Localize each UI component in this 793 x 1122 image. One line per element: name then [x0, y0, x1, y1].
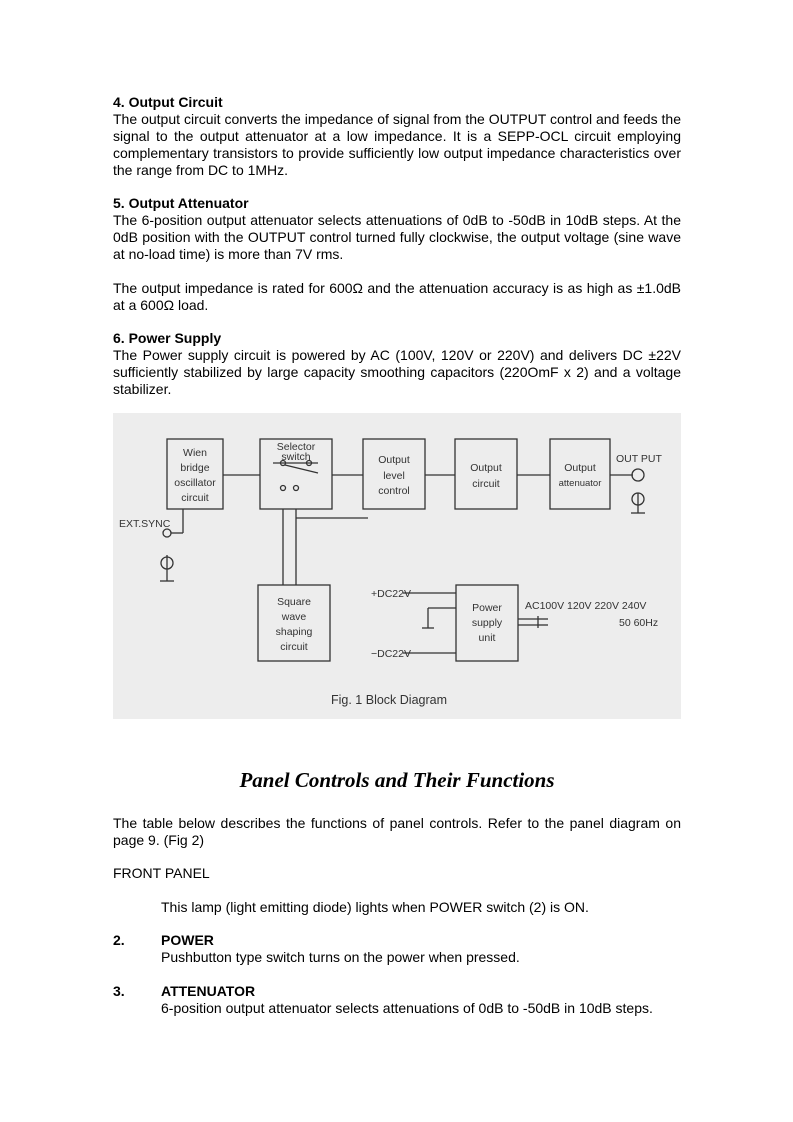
power-label-3: unit	[478, 632, 496, 644]
wien-label-3: oscillator	[174, 477, 216, 489]
section-body: The 6-position output attenuator selects attenuations of 0dB to -50dB in 10dB steps. At the 0dB position with the OUTPUT control turned fully clockwise, the output voltage (sine wave at no-load time) is more than 7V rms.	[113, 212, 681, 262]
power-label-1: Power	[472, 602, 502, 614]
square-label-1: Square	[277, 596, 311, 608]
level-label-3: control	[378, 485, 410, 497]
item-title: ATTENUATOR	[161, 983, 256, 999]
item-description: 6-position output attenuator selects attenuations of 0dB to -50dB in 10dB steps.	[161, 1000, 653, 1016]
atten-block	[550, 439, 610, 509]
section-heading: 4. Output Circuit	[113, 94, 223, 110]
dc-positive-label: +DC22V	[371, 588, 411, 600]
wien-label-1: Wien	[183, 447, 207, 459]
section-body: The output circuit converts the impedance of signal from the OUTPUT control and feeds the signal to the output attenuator at a low impedance. It is a SEPP-OCL circuit employing complementary transistors to provide sufficiently low output impedance characteristics over the range from DC to 1MHz.	[113, 111, 681, 178]
section-output-attenuator	[113, 195, 681, 263]
item-number: 3.	[113, 983, 125, 999]
outcirc-label-1: Output	[470, 462, 502, 474]
selector-label-1: Selector	[276, 441, 316, 453]
lamp-description: This lamp (light emitting diode) lights when POWER switch (2) is ON.	[161, 899, 589, 915]
item-attenuator	[161, 983, 701, 1017]
selector-label-2: switch	[281, 451, 311, 463]
ac-voltage-label: AC100V 120V 220V 240V	[525, 600, 647, 612]
item-title: POWER	[161, 932, 214, 948]
section-body: The Power supply circuit is powered by AC (100V, 120V or 220V) and delivers DC ±22V sufficiently stabilized by large capacity smoothing capacitors (220OmF x 2) and a voltage stabilizer.	[113, 347, 681, 397]
panel-intro: The table below describes the functions of panel controls. Refer to the panel diagram on page 9. (Fig 2)	[113, 815, 681, 848]
block-diagram-figure	[113, 413, 681, 719]
atten-label-2: attenuator	[558, 478, 602, 489]
section-heading: 5. Output Attenuator	[113, 195, 249, 211]
dc-negative-label: −DC22V	[371, 648, 411, 660]
atten-label-1: Output	[564, 462, 596, 474]
level-label-2: level	[383, 470, 405, 482]
ac-frequency-label: 50 60Hz	[619, 617, 659, 629]
out-put-label: OUT PUT	[616, 453, 662, 465]
figure-caption: Fig. 1 Block Diagram	[331, 693, 448, 707]
item-number: 2.	[113, 932, 125, 948]
block-diagram-svg	[113, 413, 681, 719]
outcirc-block	[455, 439, 517, 509]
level-label-1: Output	[378, 454, 410, 466]
wien-label-2: bridge	[180, 462, 210, 474]
square-label-3: shaping	[275, 626, 313, 638]
square-label-2: wave	[281, 611, 307, 623]
power-label-2: supply	[471, 617, 503, 629]
section-heading: 6. Power Supply	[113, 330, 222, 346]
item-description: Pushbutton type switch turns on the power when pressed.	[161, 949, 520, 965]
square-label-4: circuit	[280, 641, 308, 653]
item-power	[161, 932, 701, 966]
outcirc-label-2: circuit	[472, 478, 500, 490]
panel-controls-title: Panel Controls and Their Functions	[239, 768, 555, 792]
section-power-supply	[113, 330, 681, 398]
wien-label-4: circuit	[181, 492, 209, 504]
section-output-circuit	[113, 94, 681, 179]
output-impedance-paragraph	[113, 280, 681, 314]
front-panel-label: FRONT PANEL	[113, 865, 210, 881]
ext-sync-label: EXT.SYNC	[119, 518, 171, 530]
section-body: The output impedance is rated for 600Ω and the attenuation accuracy is as high as ±1.0dB at a 600Ω load.	[113, 280, 681, 313]
